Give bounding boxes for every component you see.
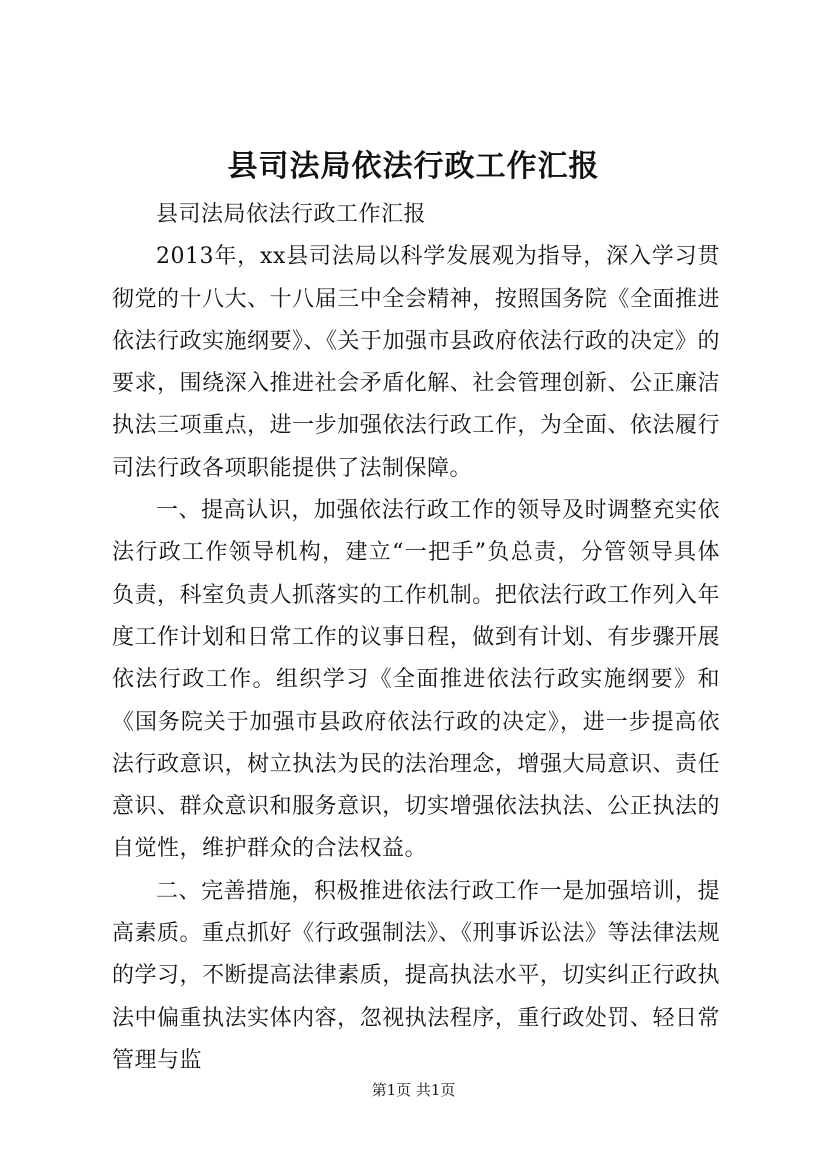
paragraph-intro: 2013年，xx县司法局以科学发展观为指导，深入学习贯彻党的十八大、十八届三中全会精神，按照国务院《全面推进依法行政实施纲要》、《关于加强市县政府依法行政的决定》的要求，围绕深入推进社会矛盾化解、社会管理创新、公正廉洁执法三项重点，进一步加强依法行政工作，为全面、依法履行司法行政各项职能提供了法制保障。 [112,244,721,481]
page-footer: 第1页 共1页 [371,1081,456,1099]
paragraph-section-1: 一、提高认识，加强依法行政工作的领导及时调整充实依法行政工作领导机构，建立“一把手”负总责，分管领导具体负责，科室负责人抓落实的工作机制。把依法行政工作列入年度工作计划和日常工作的议事日程，做到有计划、有步骤开展依法行政工作。组织学习《全面推进依法行政实施纲要》和《国务院关于加强市县政府依法行政的决定》，进一步提高依法行政意识，树立执法为民的法治理念，增强大局意识、责任意识、群众意识和服务意识，切实增强依法执法、公正执法的自觉性，维护群众的合法权益。 [112,498,720,862]
paragraph-section-2: 二、完善措施，积极推进依法行政工作一是加强培训，提高素质。重点抓好《行政强制法》、《刑事诉讼法》等法律法规的学习，不断提高法律素质，提高执法水平，切实纠正行政执法中偏重执法实体内容，忽视执法程序，重行政处罚、轻日常管理与监 [112,878,721,1073]
document-title: 县司法局依法行政工作汇报 [227,149,600,184]
document-body [112,194,720,1082]
paragraph-subtitle: 县司法局依法行政工作汇报 [156,202,427,227]
